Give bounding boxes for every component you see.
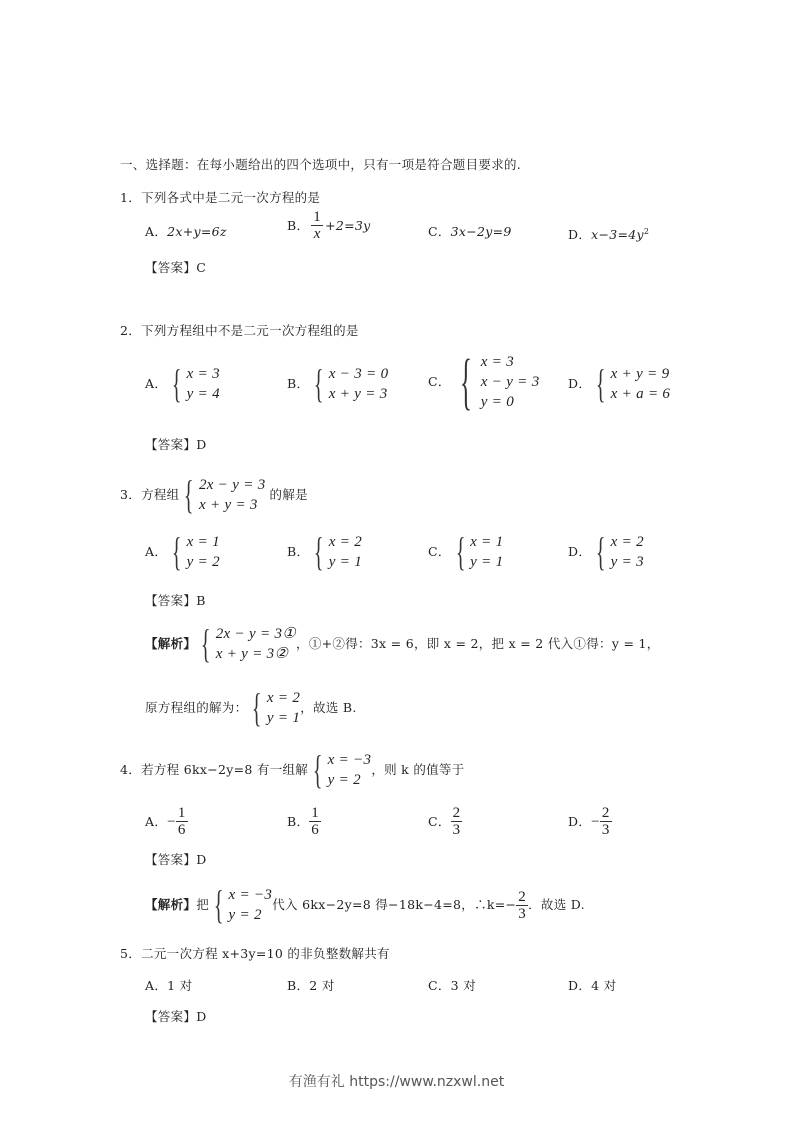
- fraction: $\frac{2}{3}$: [601, 805, 610, 838]
- option-label: A．: [145, 224, 168, 239]
- option-label: C．: [428, 374, 451, 389]
- question-stem: 方程组: [141, 487, 180, 502]
- q1-option-b: [287, 209, 371, 242]
- answer-label: 【答案】: [145, 852, 197, 867]
- left-brace-icon: {: [312, 747, 323, 792]
- question-3: [120, 472, 308, 517]
- q2-option-b: [287, 361, 389, 406]
- system-rows: x = 1 y = 2: [186, 534, 220, 570]
- analysis-text: ，①+②得：3x = 6，即 x = 2，把 x = 2 代入①得：y = 1，: [296, 636, 660, 651]
- option-label: C．: [428, 978, 451, 993]
- system-rows: x = −3 y = 2: [327, 752, 372, 788]
- question-2: [120, 323, 359, 339]
- equation-system: [451, 348, 540, 416]
- q4-analysis: [145, 882, 585, 927]
- fraction: $\frac{1}{6}$: [177, 805, 186, 838]
- q5-answer: [145, 1009, 207, 1025]
- footer-watermark: 有渔有礼 https://www.nzxwl.net: [288, 1074, 505, 1090]
- equation-system: [451, 529, 504, 574]
- option-label: D．: [568, 978, 592, 993]
- left-brace-icon: {: [213, 882, 224, 927]
- option-label: C．: [428, 813, 451, 829]
- option-label: B．: [287, 544, 310, 559]
- q5-option-b: [287, 978, 335, 994]
- equation-system: [591, 529, 644, 574]
- system-rows: x = −3 y = 2: [228, 887, 273, 923]
- option-label: A．: [145, 544, 168, 559]
- system-rows: x = 3 y = 4: [186, 366, 220, 402]
- q3-analysis-line2: [145, 685, 357, 730]
- q3-answer: [145, 593, 206, 609]
- option-label: C．: [428, 224, 451, 239]
- answer-value: D: [196, 1009, 207, 1024]
- option-text: 3 对: [450, 978, 476, 993]
- question-1: [120, 190, 320, 206]
- q3-option-c: [428, 529, 504, 574]
- fraction: $\frac{1}{6}$: [311, 805, 320, 838]
- option-label: B．: [287, 217, 310, 233]
- equation-system: [591, 361, 671, 406]
- system-rows: x = 3 x − y = 3 y = 0: [480, 354, 540, 410]
- q5-option-d: [568, 978, 616, 994]
- answer-label: 【答案】: [145, 437, 197, 452]
- q1-option-c: [428, 224, 512, 240]
- numerator: 1: [313, 209, 322, 225]
- question-stem: 下列方程组中不是二元一次方程组的是: [141, 323, 359, 338]
- analysis-text: 把: [196, 897, 210, 912]
- q1-answer: [145, 260, 206, 276]
- q1-option-d: [568, 224, 649, 243]
- q2-answer: [145, 437, 207, 453]
- q4-option-d: [568, 805, 612, 838]
- q4-option-a: [145, 805, 188, 838]
- fraction: [311, 209, 323, 242]
- option-text: 2x+y=6z: [167, 224, 227, 239]
- question-number: 4．: [120, 762, 142, 777]
- option-label: A．: [145, 376, 168, 391]
- system-rows: x = 1 y = 1: [470, 534, 504, 570]
- left-brace-icon: {: [172, 361, 182, 406]
- minus-sign: −: [591, 813, 600, 830]
- question-stem: 若方程 6kx−2y=8 有一组解: [141, 762, 309, 777]
- answer-label: 【答案】: [145, 593, 197, 608]
- system-rows: x = 2 y = 1: [266, 690, 301, 726]
- option-label: A．: [145, 978, 168, 993]
- analysis-label: 【解析】: [145, 897, 197, 912]
- left-brace-icon: {: [455, 529, 466, 574]
- system-rows: x − 3 = 0 x + y = 3: [328, 366, 389, 402]
- answer-value: D: [196, 852, 207, 867]
- left-brace-icon: {: [459, 348, 472, 416]
- question-stem-suffix: ，则 k 的值等于: [371, 762, 465, 777]
- analysis-text: ．故选 D.: [528, 897, 585, 912]
- question-stem: 下列各式中是二元一次方程的是: [141, 190, 321, 205]
- equation-system: [209, 882, 273, 927]
- option-label: D．: [568, 227, 592, 243]
- left-brace-icon: {: [314, 361, 324, 406]
- option-label: A．: [145, 813, 168, 829]
- q3-option-b: [287, 529, 363, 574]
- option-label: D．: [568, 544, 592, 559]
- question-number: 5．: [120, 946, 142, 961]
- question-number: 2．: [120, 323, 142, 338]
- equation-system: [167, 361, 220, 406]
- q4-option-c: [428, 805, 462, 838]
- left-brace-icon: {: [184, 472, 195, 517]
- question-stem-suffix: 的解是: [269, 487, 308, 502]
- system-rows: 2x − y = 3① x + y = 3②: [215, 626, 297, 662]
- option-label: B．: [287, 376, 310, 391]
- section-title: 一、选择题：在每小题给出的四个选项中，只有一项是符合题目要求的.: [120, 157, 522, 172]
- q2-option-c: [428, 348, 540, 416]
- answer-value: C: [196, 260, 207, 275]
- option-label: D．: [568, 813, 592, 829]
- q2-option-d: [568, 361, 671, 406]
- option-text: 1 对: [167, 978, 193, 993]
- analysis-text: 代入 6kx−2y=8 得−18k−4=8，∴k=−: [272, 897, 517, 912]
- q5-option-a: [145, 978, 192, 994]
- q5-option-c: [428, 978, 476, 994]
- system-rows: 2x − y = 3 x + y = 3: [198, 477, 266, 513]
- fraction: $\frac{2}{3}$: [452, 805, 461, 838]
- question-number: 3．: [120, 487, 142, 502]
- analysis-text: 原方程组的解为：: [145, 700, 248, 715]
- q4-answer: [145, 852, 207, 868]
- left-brace-icon: {: [314, 529, 324, 574]
- q4-option-b: [287, 805, 321, 838]
- analysis-text: ，故选 B.: [300, 700, 357, 715]
- equation-system: [308, 747, 372, 792]
- option-text: x−3=4y: [591, 227, 644, 243]
- fraction: $\frac{2}{3}$: [518, 888, 527, 922]
- left-brace-icon: {: [596, 361, 606, 406]
- option-text: 4 对: [591, 978, 617, 993]
- left-brace-icon: {: [201, 621, 211, 666]
- equation-system: [247, 685, 301, 730]
- question-number: 1．: [120, 190, 142, 205]
- equation-system: [309, 529, 363, 574]
- q2-option-a: [145, 361, 220, 406]
- superscript: 2: [643, 227, 650, 236]
- system-rows: x = 2 y = 1: [328, 534, 363, 570]
- option-label: C．: [428, 544, 451, 559]
- equation-system: [309, 361, 389, 406]
- answer-label: 【答案】: [145, 260, 197, 275]
- option-label: B．: [287, 978, 310, 993]
- answer-value: D: [196, 437, 207, 452]
- question-4: [120, 747, 465, 792]
- option-label: D．: [568, 376, 592, 391]
- q3-option-d: [568, 529, 644, 574]
- q3-option-a: [145, 529, 220, 574]
- equation-system: [179, 472, 266, 517]
- option-text: 2 对: [309, 978, 335, 993]
- option-label: B．: [287, 813, 310, 829]
- q1-option-a: [145, 224, 227, 240]
- option-text: 3x−2y=9: [450, 224, 512, 239]
- equation-system: [196, 621, 297, 666]
- question-stem: 二元一次方程 x+3y=10 的非负整数解共有: [141, 946, 390, 961]
- left-brace-icon: {: [596, 529, 606, 574]
- question-5: [120, 946, 390, 962]
- denominator: x: [313, 226, 321, 242]
- left-brace-icon: {: [252, 685, 263, 730]
- option-text: +2=3y: [325, 217, 371, 233]
- minus-sign: −: [167, 813, 176, 830]
- answer-label: 【答案】: [145, 1009, 197, 1024]
- system-rows: x = 2 y = 3: [610, 534, 644, 570]
- system-rows: x + y = 9 x + a = 6: [610, 366, 671, 402]
- left-brace-icon: {: [172, 529, 182, 574]
- q3-analysis: [145, 621, 660, 666]
- analysis-label: 【解析】: [145, 636, 197, 651]
- equation-system: [167, 529, 220, 574]
- answer-value: B: [196, 593, 206, 608]
